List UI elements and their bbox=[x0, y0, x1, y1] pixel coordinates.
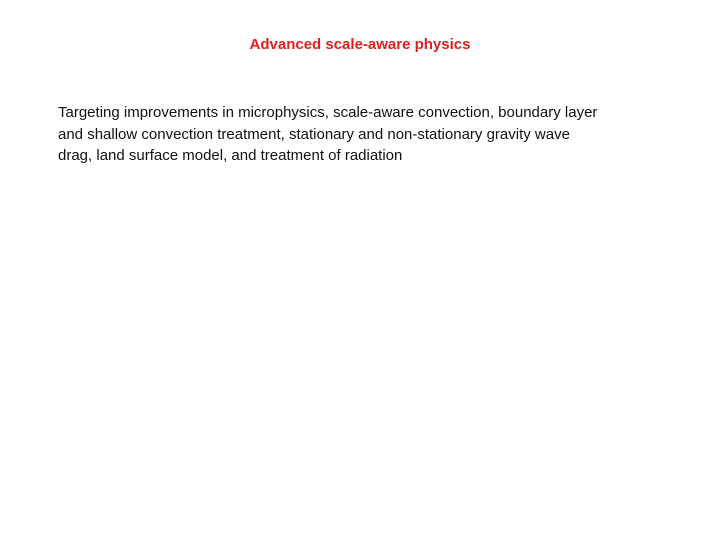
slide-body-text bbox=[58, 102, 668, 167]
body-line: and shallow convection treatment, stationary and non-stationary gravity wave bbox=[58, 125, 570, 143]
body-line: Targeting improvements in microphysics, scale-aware convection, boundary layer bbox=[58, 104, 598, 121]
body-line: drag, land surface model, and treatment of radiation bbox=[58, 147, 403, 164]
slide-title: Advanced scale-aware physics bbox=[249, 36, 471, 53]
